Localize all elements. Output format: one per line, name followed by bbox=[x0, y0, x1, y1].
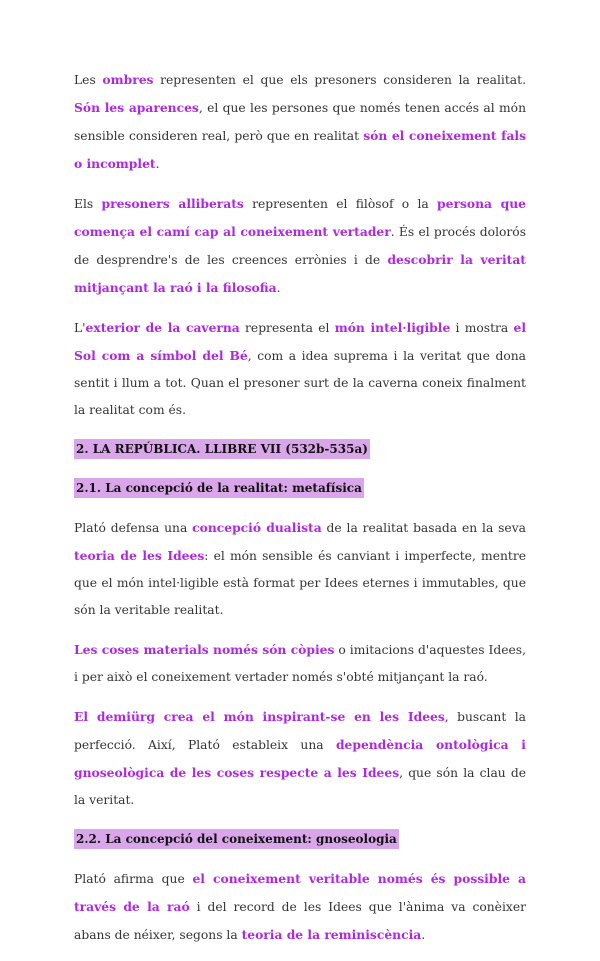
text: Plató afirma que bbox=[74, 872, 193, 886]
subsection-heading-wrapper bbox=[74, 475, 526, 502]
text: , que són la clau de la veritat. bbox=[74, 766, 526, 807]
text: , el que les persones que només tenen accés al món sensible consideren real, però que en realitat bbox=[74, 101, 527, 143]
text: , buscant la perfecció. Així, Plató estableix una bbox=[74, 710, 526, 752]
text: representa el bbox=[239, 321, 335, 335]
highlight: Són les aparences bbox=[74, 100, 199, 115]
text: i mostra bbox=[450, 321, 514, 335]
highlight: concepció dualista bbox=[192, 520, 322, 535]
highlight: teoria de les Idees bbox=[74, 548, 205, 563]
highlight: ombres bbox=[102, 72, 154, 87]
text: , com a idea suprema i la veritat que dona sentit i llum a tot. Quan el presoner surt de la caverna coneix finalment la realitat com és. bbox=[74, 349, 526, 417]
highlight: el coneixement veritable només és possible a través de la raó bbox=[74, 871, 526, 914]
text: L' bbox=[74, 321, 86, 335]
highlight: dependència ontològica i gnoseològica de les coses respecte a les Idees bbox=[74, 737, 526, 780]
paragraph-presoners bbox=[74, 190, 526, 302]
subsection-heading-gnoseologia: 2.2. La concepció del coneixement: gnoseologia bbox=[74, 829, 399, 849]
text: representen el que els presoners consideren la realitat. bbox=[153, 73, 526, 87]
section-heading-wrapper bbox=[74, 436, 526, 463]
highlight: descobrir la veritat mitjançant la raó i la filosofia bbox=[74, 252, 526, 295]
text: i del record de les Idees que l'ànima va conèixer abans de néixer, segons la bbox=[74, 900, 526, 942]
text: . És el procés dolorós de desprendre's de les creences errònies i de bbox=[74, 225, 527, 267]
section-heading: 2. LA REPÚBLICA. LLIBRE VII (532b-535a) bbox=[74, 439, 370, 459]
text: o imitacions d'aquestes Idees, i per això el coneixement vertader només s'obté mitjançant la raó. bbox=[74, 643, 526, 684]
text: Les bbox=[74, 73, 103, 87]
text: Plató defensa una bbox=[74, 521, 193, 535]
paragraph-exterior bbox=[74, 314, 526, 424]
subsection-heading-wrapper bbox=[74, 826, 526, 853]
highlight: món intel·ligible bbox=[334, 320, 451, 335]
text: . bbox=[276, 281, 281, 295]
document-body bbox=[74, 66, 526, 961]
highlight: són el coneixement fals o incomplet bbox=[74, 128, 527, 171]
highlight: presoners alliberats bbox=[101, 196, 244, 211]
subsection-heading-metafisica: 2.1. La concepció de la realitat: metafísica bbox=[74, 478, 364, 498]
highlight: el Sol com a símbol del Bé bbox=[74, 320, 526, 363]
highlight: persona que comença el camí cap al coneixement vertader bbox=[74, 196, 526, 239]
highlight: Les coses materials només són còpies bbox=[74, 642, 335, 657]
paragraph-reminiscencia bbox=[74, 865, 526, 949]
paragraph-dualisme bbox=[74, 514, 526, 624]
text: representen el filòsof o la bbox=[243, 197, 438, 211]
highlight: El demiürg crea el món inspirant-se en les Idees bbox=[74, 709, 445, 724]
paragraph-ombres bbox=[74, 66, 526, 178]
text: . bbox=[155, 157, 160, 171]
text: Els bbox=[74, 197, 102, 211]
text: : el món sensible és canviant i imperfecte, mentre que el món intel·ligible està format per Idees eternes i immutables, que són la veritable realitat. bbox=[74, 549, 526, 617]
highlight: exterior de la caverna bbox=[85, 320, 240, 335]
paragraph-copies bbox=[74, 636, 526, 691]
text: de la realitat basada en la seva bbox=[321, 521, 526, 535]
text: . bbox=[421, 928, 426, 942]
paragraph-demiurg bbox=[74, 703, 526, 814]
highlight: teoria de la reminiscència bbox=[241, 927, 422, 942]
